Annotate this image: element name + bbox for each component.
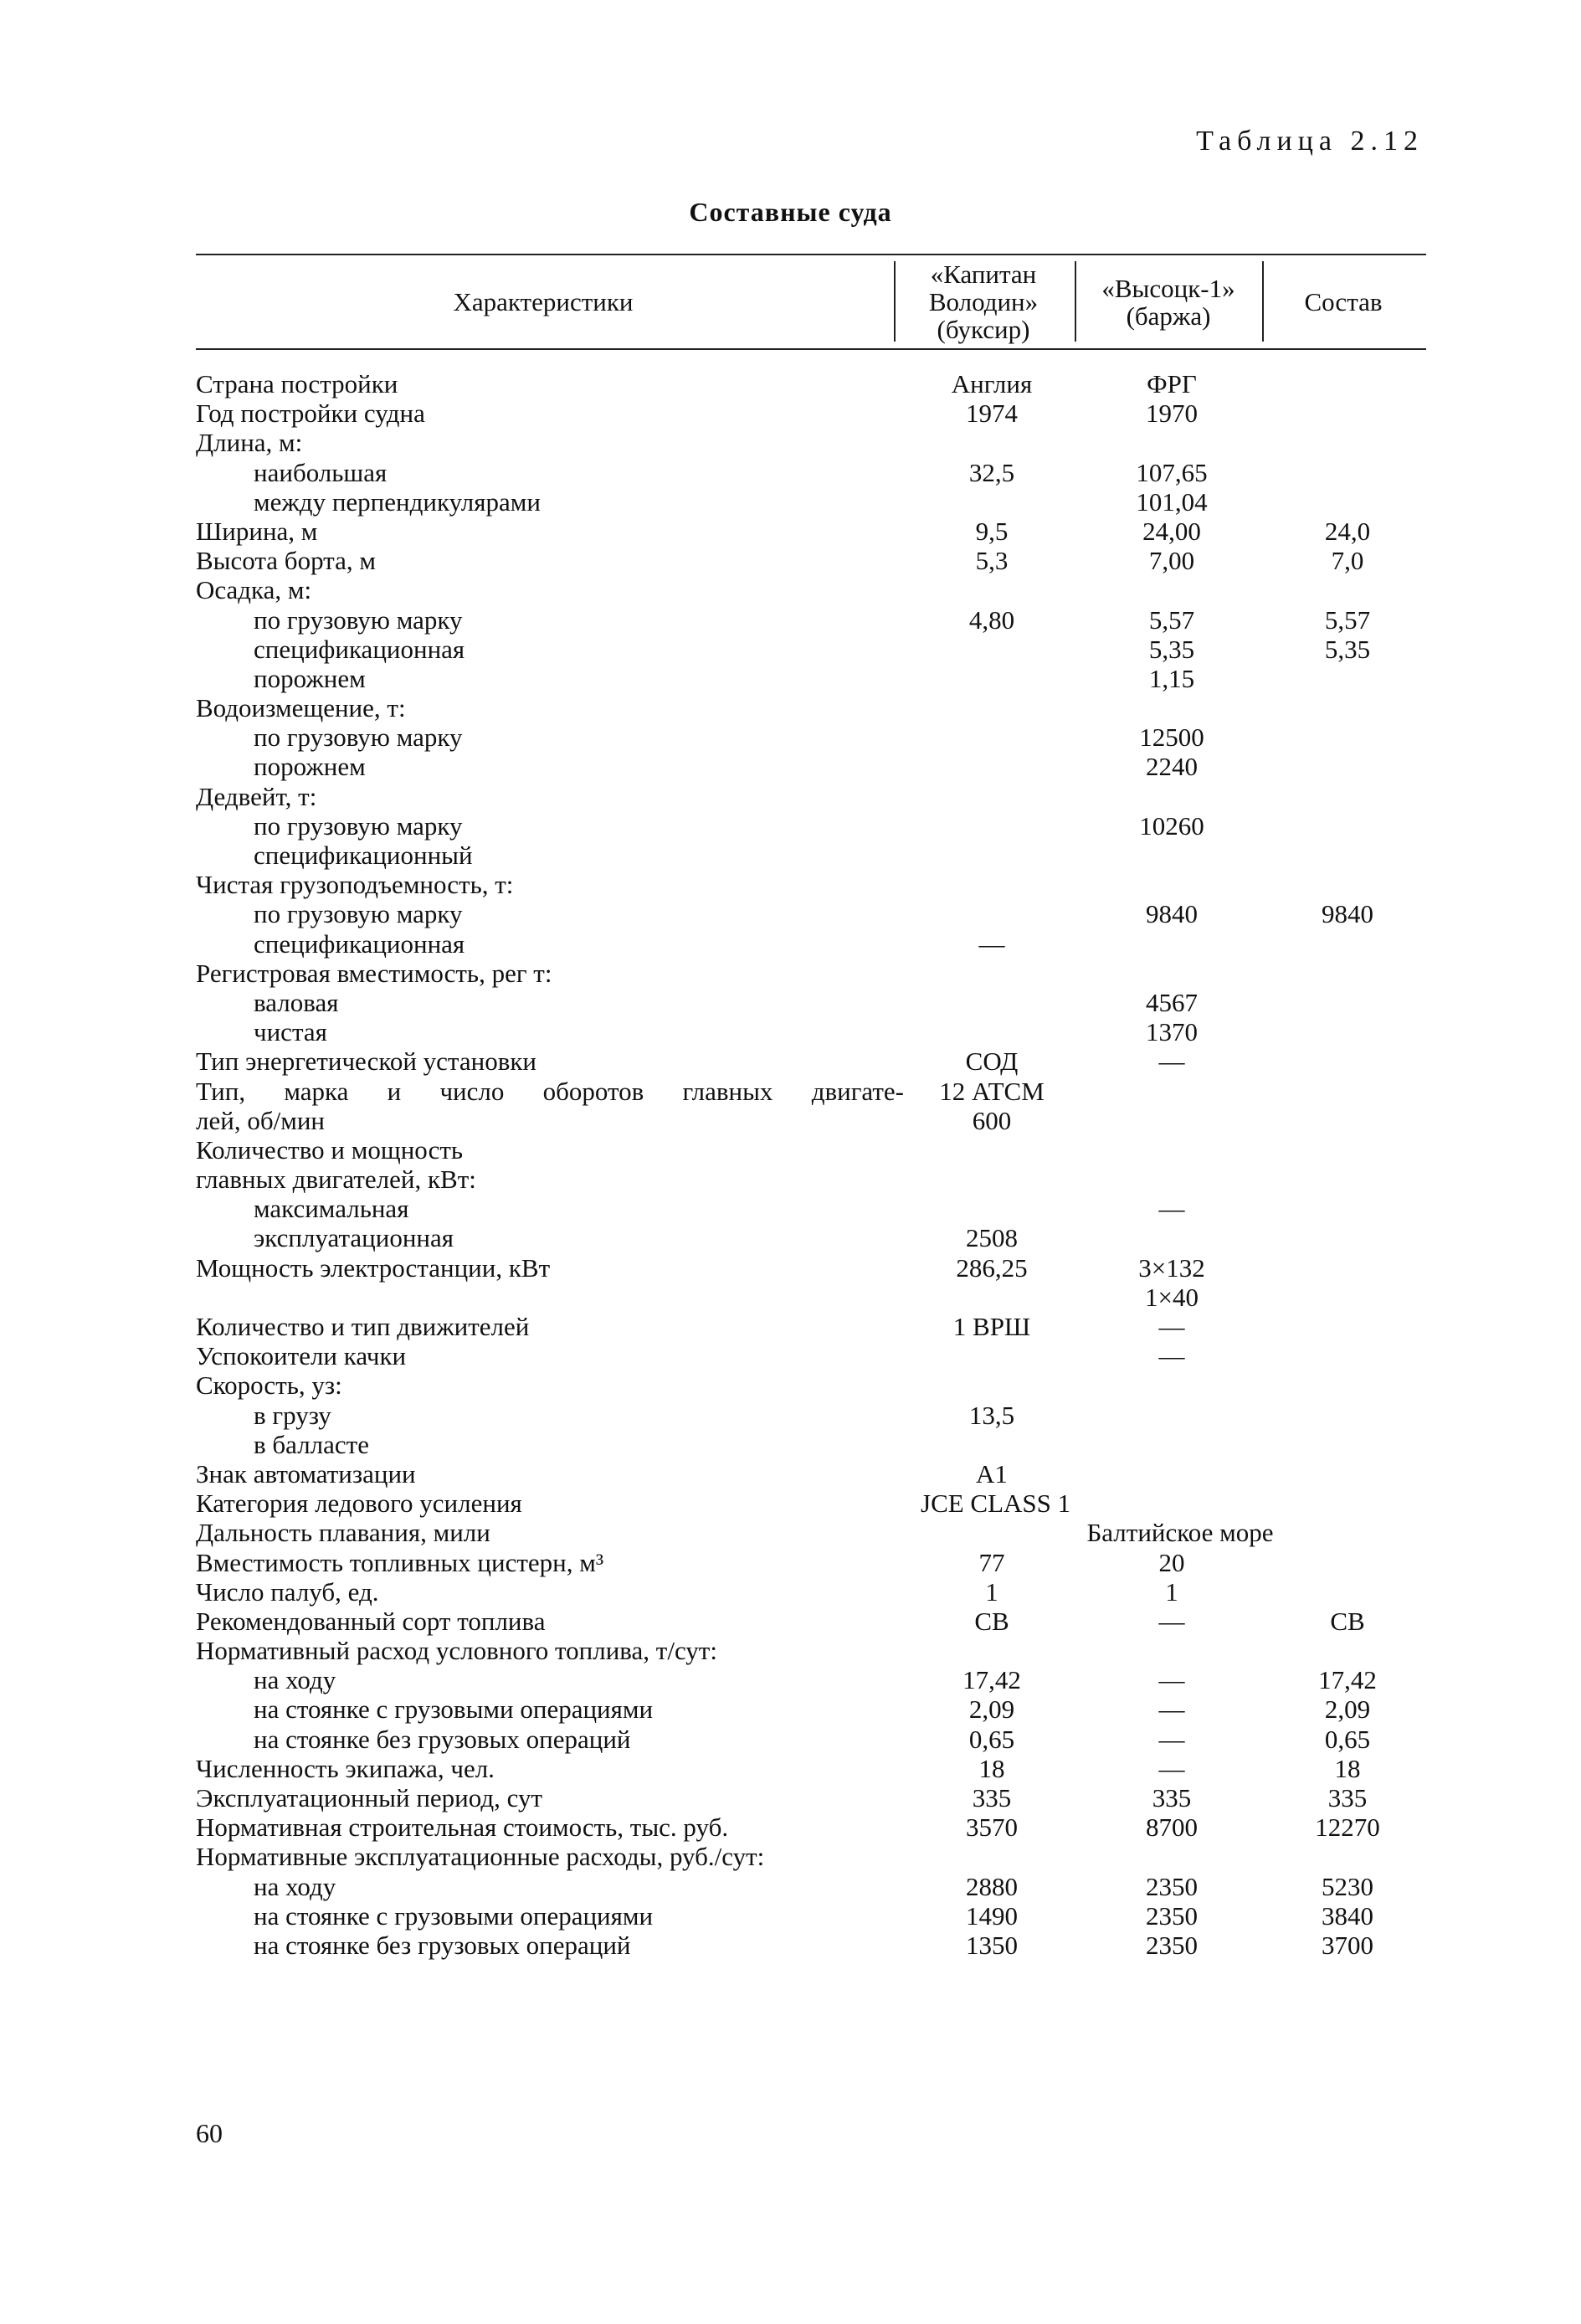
row-label: Количество и тип движителей <box>196 1312 530 1341</box>
table-row <box>0 1577 1581 1607</box>
cell-barge: 2240 <box>1146 752 1198 782</box>
table-row <box>0 1488 1581 1518</box>
table-body <box>0 369 1581 1960</box>
row-label: наибольшая <box>254 457 388 487</box>
row-label: Количество и мощность <box>196 1134 464 1165</box>
row-label: Численность экипажа, чел. <box>196 1753 495 1783</box>
cell-combined: 335 <box>1327 1783 1368 1812</box>
table-title: Составные суда <box>689 197 892 227</box>
row-label: Осадка, м: <box>196 575 312 605</box>
row-label: Регистровая вместимость, рег т: <box>196 958 552 988</box>
table-row <box>0 988 1581 1017</box>
cell-barge: — <box>1158 1341 1185 1371</box>
table-row <box>0 1135 1581 1165</box>
cell-tug: 4,80 <box>968 604 1015 635</box>
row-label: порожнем <box>254 663 366 693</box>
table-row <box>0 1459 1581 1488</box>
row-label: лей, об/мин <box>196 1105 326 1135</box>
row-label: Дедвейт, т: <box>196 781 317 811</box>
table-row <box>0 1106 1581 1135</box>
table-row <box>0 929 1581 959</box>
table-row <box>0 398 1581 428</box>
row-label: Мощность электростанции, кВт <box>196 1252 551 1283</box>
table-row <box>0 1312 1581 1341</box>
cell-combined: 5,57 <box>1324 604 1371 635</box>
cell-barge: 10260 <box>1139 810 1204 841</box>
cell-tug: 335 <box>972 1783 1012 1812</box>
table-row <box>0 1783 1581 1812</box>
table-row <box>0 1548 1581 1577</box>
cell-combined: 3840 <box>1322 1900 1373 1931</box>
row-label: по грузовую марку <box>254 810 463 841</box>
table-row <box>0 1694 1581 1724</box>
table-row <box>0 369 1581 398</box>
cell-barge: 101,04 <box>1136 486 1208 517</box>
cell-barge: — <box>1158 1046 1185 1077</box>
cell-tug: 17,42 <box>962 1665 1021 1695</box>
table-row <box>0 1341 1581 1370</box>
table-row <box>0 1194 1581 1223</box>
cell-barge: — <box>1158 1606 1185 1636</box>
row-label: Нормативная строительная стоимость, тыс. руб. <box>196 1812 729 1843</box>
table-row <box>0 870 1581 899</box>
cell-combined: СВ <box>1330 1606 1365 1636</box>
row-label: Скорость, уз: <box>196 1370 342 1401</box>
row-label: Рекомендованный сорт топлива <box>196 1606 546 1636</box>
cell-barge: 1×40 <box>1145 1282 1199 1312</box>
row-label: Нормативный расход условного топлива, т/сут: <box>196 1636 717 1666</box>
cell-tug: 2508 <box>966 1223 1018 1253</box>
cell-barge: 9840 <box>1146 899 1198 929</box>
table-row <box>0 1812 1581 1842</box>
table-row <box>0 1401 1581 1430</box>
cell-combined: 5230 <box>1322 1871 1373 1901</box>
cell-tug: 12 АТСМ <box>939 1076 1045 1106</box>
cell-barge: 1970 <box>1146 398 1198 429</box>
cell-combined: 12270 <box>1315 1812 1380 1843</box>
row-label: в грузу <box>254 1400 331 1430</box>
table-row <box>0 899 1581 928</box>
cell-tug: 9,5 <box>975 516 1009 546</box>
row-label: Число палуб, ед. <box>196 1576 379 1607</box>
cell-tug: СВ <box>974 1606 1009 1636</box>
cell-span: Балтийское море <box>1086 1518 1274 1548</box>
cell-barge: 2350 <box>1146 1900 1198 1931</box>
cell-combined: 3700 <box>1322 1930 1373 1960</box>
table-row <box>0 811 1581 841</box>
table-row <box>0 1607 1581 1636</box>
row-label: главных двигателей, кВт: <box>196 1165 476 1195</box>
cell-tug: JCE CLASS 1 <box>921 1488 1071 1519</box>
cell-tug: 286,25 <box>956 1252 1028 1283</box>
column-header-barge: «Высоцк-1» (баржа) <box>1101 273 1235 331</box>
cell-tug: 1490 <box>966 1900 1018 1931</box>
row-label: на стоянке без грузовых операций <box>254 1724 631 1754</box>
table-row <box>0 1725 1581 1754</box>
cell-tug: 77 <box>978 1547 1005 1577</box>
row-label: по грузовую марку <box>254 899 463 929</box>
row-label: порожнем <box>254 752 366 782</box>
row-label: валовая <box>254 987 339 1017</box>
cell-tug: А1 <box>976 1458 1008 1488</box>
table-row <box>0 1518 1581 1547</box>
table-row <box>0 1430 1581 1459</box>
row-label: спецификационный <box>254 841 473 870</box>
cell-combined: 24,0 <box>1324 516 1371 546</box>
row-label: по грузовую марку <box>254 722 463 753</box>
row-label: Ширина, м <box>196 516 318 546</box>
row-label: Успокоители качки <box>196 1341 407 1371</box>
table-row <box>0 693 1581 722</box>
column-header-tug: «Капитан Володин» (буксир) <box>928 260 1039 344</box>
table-row <box>0 841 1581 870</box>
row-label: спецификационная <box>254 634 465 664</box>
table-row <box>0 1665 1581 1694</box>
row-label: эксплуатационная <box>254 1223 454 1253</box>
cell-combined: 2,09 <box>1324 1694 1371 1725</box>
table-row <box>0 458 1581 487</box>
row-label: на ходу <box>254 1665 336 1695</box>
cell-combined: 5,35 <box>1324 634 1371 664</box>
cell-combined: 7,0 <box>1331 546 1364 576</box>
row-label: Эксплуатационный период, сут <box>196 1783 543 1812</box>
row-label: по грузовую марку <box>254 604 463 635</box>
row-label: Вместимость топливных цистерн, м³ <box>196 1547 604 1577</box>
table-row <box>0 1901 1581 1931</box>
cell-tug: 2880 <box>966 1871 1018 1901</box>
table-row <box>0 1754 1581 1783</box>
cell-barge: — <box>1158 1665 1185 1695</box>
cell-barge: 1370 <box>1146 1017 1198 1047</box>
table-row <box>0 1017 1581 1046</box>
cell-barge: — <box>1158 1724 1185 1754</box>
cell-barge: 335 <box>1152 1783 1192 1812</box>
cell-tug: 1 ВРШ <box>952 1312 1031 1341</box>
table-row <box>0 1223 1581 1252</box>
cell-tug: 5,3 <box>975 546 1009 576</box>
header-bottom-rule <box>196 348 1426 350</box>
table-row <box>0 605 1581 635</box>
table-row <box>0 1077 1581 1106</box>
table-row <box>0 959 1581 988</box>
table-row <box>0 1872 1581 1901</box>
row-label: Тип энергетической установки <box>196 1046 536 1077</box>
table-row <box>0 722 1581 752</box>
row-label: между перпендикулярами <box>254 486 541 517</box>
cell-barge: ФРГ <box>1147 369 1197 398</box>
row-label: Знак автоматизации <box>196 1458 416 1488</box>
cell-barge: 1 <box>1165 1576 1178 1607</box>
page-number: 60 <box>196 2118 223 2148</box>
cell-tug: Англия <box>951 369 1033 398</box>
table-number: Таблица 2.12 <box>1196 126 1424 157</box>
table-row <box>0 1253 1581 1283</box>
cell-barge: — <box>1158 1694 1185 1725</box>
table-row <box>0 752 1581 781</box>
row-label: Водоизмещение, т: <box>196 693 406 723</box>
table-row <box>0 664 1581 693</box>
row-label: Высота борта, м <box>196 546 376 576</box>
cell-tug: 32,5 <box>968 457 1015 487</box>
row-label: чистая <box>254 1017 327 1047</box>
cell-combined: 18 <box>1334 1753 1361 1783</box>
cell-tug: 600 <box>972 1105 1012 1135</box>
cell-barge: 8700 <box>1146 1812 1198 1843</box>
row-label: Тип, марка и число оборотов главных двигате- <box>196 1076 904 1106</box>
cell-barge: 2350 <box>1146 1930 1198 1960</box>
row-label: Дальность плавания, мили <box>196 1518 490 1548</box>
cell-barge: 4567 <box>1146 987 1198 1017</box>
row-label: спецификационная <box>254 928 465 959</box>
cell-tug: 18 <box>978 1753 1005 1783</box>
table-row <box>0 635 1581 664</box>
cell-barge: — <box>1158 1753 1185 1783</box>
row-label: Категория ледового усиления <box>196 1488 522 1519</box>
cell-tug: 0,65 <box>968 1724 1015 1754</box>
row-label: Нормативные эксплуатационные расходы, руб./сут: <box>196 1842 765 1872</box>
cell-combined: 17,42 <box>1318 1665 1377 1695</box>
row-label: на ходу <box>254 1871 336 1901</box>
cell-barge: 5,57 <box>1148 604 1195 635</box>
cell-tug: 1974 <box>966 398 1018 429</box>
table-row <box>0 1046 1581 1076</box>
cell-barge: 20 <box>1158 1547 1185 1577</box>
table-row <box>0 546 1581 575</box>
row-label: Год постройки судна <box>196 398 425 429</box>
cell-barge: — <box>1158 1312 1185 1341</box>
cell-combined: 0,65 <box>1324 1724 1371 1754</box>
table-row <box>0 1165 1581 1194</box>
table-row <box>0 1283 1581 1312</box>
table-row <box>0 1370 1581 1400</box>
cell-barge: 12500 <box>1139 722 1204 753</box>
row-label: на стоянке с грузовыми операциями <box>254 1900 654 1931</box>
row-label: Длина, м: <box>196 428 303 458</box>
cell-tug: — <box>978 928 1005 959</box>
cell-barge: 3×132 <box>1138 1252 1205 1283</box>
row-label: максимальная <box>254 1194 409 1224</box>
cell-tug: 13,5 <box>968 1400 1015 1430</box>
cell-barge: 2350 <box>1146 1871 1198 1901</box>
row-label: на стоянке без грузовых операций <box>254 1930 631 1960</box>
cell-barge: 107,65 <box>1136 457 1208 487</box>
table-row <box>0 517 1581 546</box>
row-label: Чистая грузоподъемность, т: <box>196 870 514 900</box>
table-row <box>0 487 1581 517</box>
row-label: Страна постройки <box>196 369 398 398</box>
table-row <box>0 575 1581 604</box>
cell-combined: 9840 <box>1322 899 1373 929</box>
table-row <box>0 428 1581 457</box>
row-label: на стоянке с грузовыми операциями <box>254 1694 654 1725</box>
table-row <box>0 782 1581 811</box>
cell-tug: 1 <box>985 1576 998 1607</box>
table-row <box>0 1842 1581 1871</box>
column-header-combined: Состав <box>1304 287 1383 316</box>
cell-tug: 2,09 <box>968 1694 1015 1725</box>
cell-tug: СОД <box>965 1046 1019 1077</box>
column-header-characteristic: Характеристики <box>453 287 634 316</box>
table-row <box>0 1636 1581 1665</box>
row-label: в балласте <box>254 1429 369 1459</box>
cell-barge: 7,00 <box>1148 546 1195 576</box>
cell-barge: 24,00 <box>1142 516 1201 546</box>
cell-barge: — <box>1158 1194 1185 1224</box>
cell-barge: 5,35 <box>1148 634 1195 664</box>
cell-tug: 3570 <box>966 1812 1018 1843</box>
cell-barge: 1,15 <box>1148 663 1195 693</box>
cell-tug: 1350 <box>966 1930 1018 1960</box>
table-row <box>0 1931 1581 1960</box>
